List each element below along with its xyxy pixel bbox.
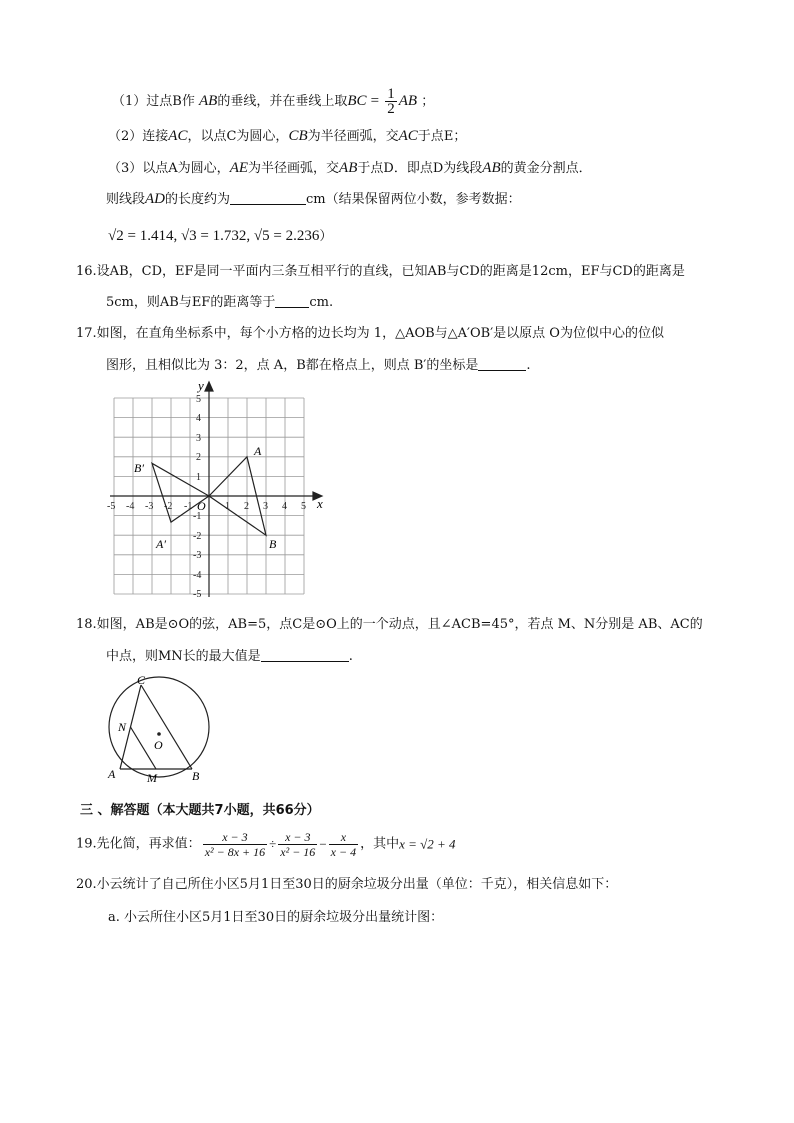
label-n: N bbox=[118, 720, 127, 734]
q20-line1: 20.小云统计了自己所住小区5月1日至30日的厨余垃圾分出量（单位：千克），相关信息如下： bbox=[76, 877, 618, 892]
y-tick: -3 bbox=[193, 550, 202, 561]
x-tick: 1 bbox=[225, 501, 230, 512]
x-tick: 3 bbox=[263, 501, 268, 512]
y-tick: 1 bbox=[196, 472, 201, 483]
section-heading: 三 、解答题（本大题共7小题，共66分） bbox=[80, 803, 320, 818]
q16-line1: 16.设AB，CD，EF是同一平面内三条互相平行的直线，已知AB与CD的距离是12cm，EF与CD的距离是 bbox=[76, 264, 685, 279]
label-o: O bbox=[154, 738, 163, 752]
origin-label: O bbox=[197, 499, 206, 513]
q18-line1: 18.如图，AB是⊙O的弦，AB=5，点C是⊙O上的一个动点，且∠ACB=45°，若点 M、N分别是 AB、AC的 bbox=[76, 617, 703, 632]
fraction-3: $\frac{x}{x - 4}$ bbox=[330, 830, 357, 859]
point-a-label: A bbox=[254, 444, 262, 458]
q19-line: 19.先化简，再求值： $\frac{x - 3}{\text{x² − 8x + 16}}$ ÷ $\frac{x - 3}{\text{x² − 16}}$ − $\frac{x}{x - 4}$ ，其中x = √2 + 4 bbox=[76, 830, 456, 859]
answer-blank bbox=[261, 648, 349, 662]
center-dot bbox=[157, 732, 161, 736]
x-tick: 5 bbox=[301, 501, 306, 512]
x-tick: 4 bbox=[282, 501, 287, 512]
fraction-1: $\frac{x - 3}{\text{x² − 8x + 16}}$ bbox=[204, 830, 266, 859]
circle-figure bbox=[104, 672, 216, 784]
q17-line1: 17.如图，在直角坐标系中，每个小方格的边长均为 1，△AOB与△A′OB′是以原点 O为位似中心的位似 bbox=[76, 326, 664, 341]
x-tick: -3 bbox=[145, 501, 154, 512]
fraction-2: $\frac{x - 3}{\text{x² − 16}}$ bbox=[280, 830, 316, 859]
x-axis-label: x bbox=[317, 496, 323, 511]
point-b-prime-label: B′ bbox=[134, 461, 144, 475]
label-c: C bbox=[137, 673, 146, 687]
y-axis-label: y bbox=[198, 380, 204, 393]
coordinate-graph bbox=[106, 380, 328, 600]
q17-line2: 图形，且相似比为 3：2，点 A，B都在格点上，则点 B′的坐标是 . bbox=[106, 358, 531, 373]
y-tick: 2 bbox=[196, 452, 201, 463]
q15-step1: （1）过点B作 AB的垂线，并在垂线上取BC = $\frac{1}{2}$ AB ； bbox=[112, 86, 435, 117]
q15-step3: （3）以点A为圆心，AE为半径画弧，交AB于点D．即点D为线段AB的黄金分割点． bbox=[108, 160, 592, 176]
answer-blank bbox=[478, 357, 526, 371]
y-tick-labels bbox=[193, 394, 201, 600]
y-tick: -4 bbox=[193, 570, 202, 581]
q15-reference-data: √2 = 1.414, √3 = 1.732, √5 = 2.236） bbox=[108, 228, 333, 244]
q20-line2: a. 小云所住小区5月1日至30日的厨余垃圾分出量统计图： bbox=[108, 910, 444, 925]
x-tick: 2 bbox=[244, 501, 249, 512]
point-b-label: B bbox=[269, 537, 277, 551]
y-tick: 4 bbox=[196, 413, 201, 424]
q18-line2: 中点，则MN长的最大值是 . bbox=[106, 649, 353, 664]
y-tick: -2 bbox=[193, 531, 202, 542]
y-tick: -1 bbox=[193, 511, 202, 522]
x-tick-labels bbox=[107, 501, 306, 512]
y-tick: 3 bbox=[196, 433, 201, 444]
fraction-one-half: $\frac{1}{2}$ bbox=[387, 86, 395, 117]
point-a-prime-label: A′ bbox=[156, 537, 166, 551]
q16-line2: 5cm，则AB与EF的距离等于 cm. bbox=[106, 295, 334, 310]
x-tick: -2 bbox=[164, 501, 173, 512]
x-tick: -5 bbox=[107, 501, 116, 512]
segment-mn bbox=[131, 727, 157, 769]
answer-blank bbox=[275, 294, 309, 308]
y-tick: -5 bbox=[193, 589, 202, 600]
label-a: A bbox=[108, 767, 116, 781]
y-tick: 5 bbox=[196, 394, 201, 405]
x-tick: -4 bbox=[126, 501, 135, 512]
q15-step2: （2）连接AC，以点C为圆心，CB为半径画弧，交AC于点E； bbox=[108, 128, 467, 144]
label-m: M bbox=[147, 771, 157, 784]
q15-question: 则线段AD的长度约为 cm（结果保留两位小数，参考数据： bbox=[106, 191, 521, 207]
x-tick: -1 bbox=[184, 501, 193, 512]
label-b: B bbox=[192, 769, 200, 783]
answer-blank bbox=[230, 191, 306, 205]
